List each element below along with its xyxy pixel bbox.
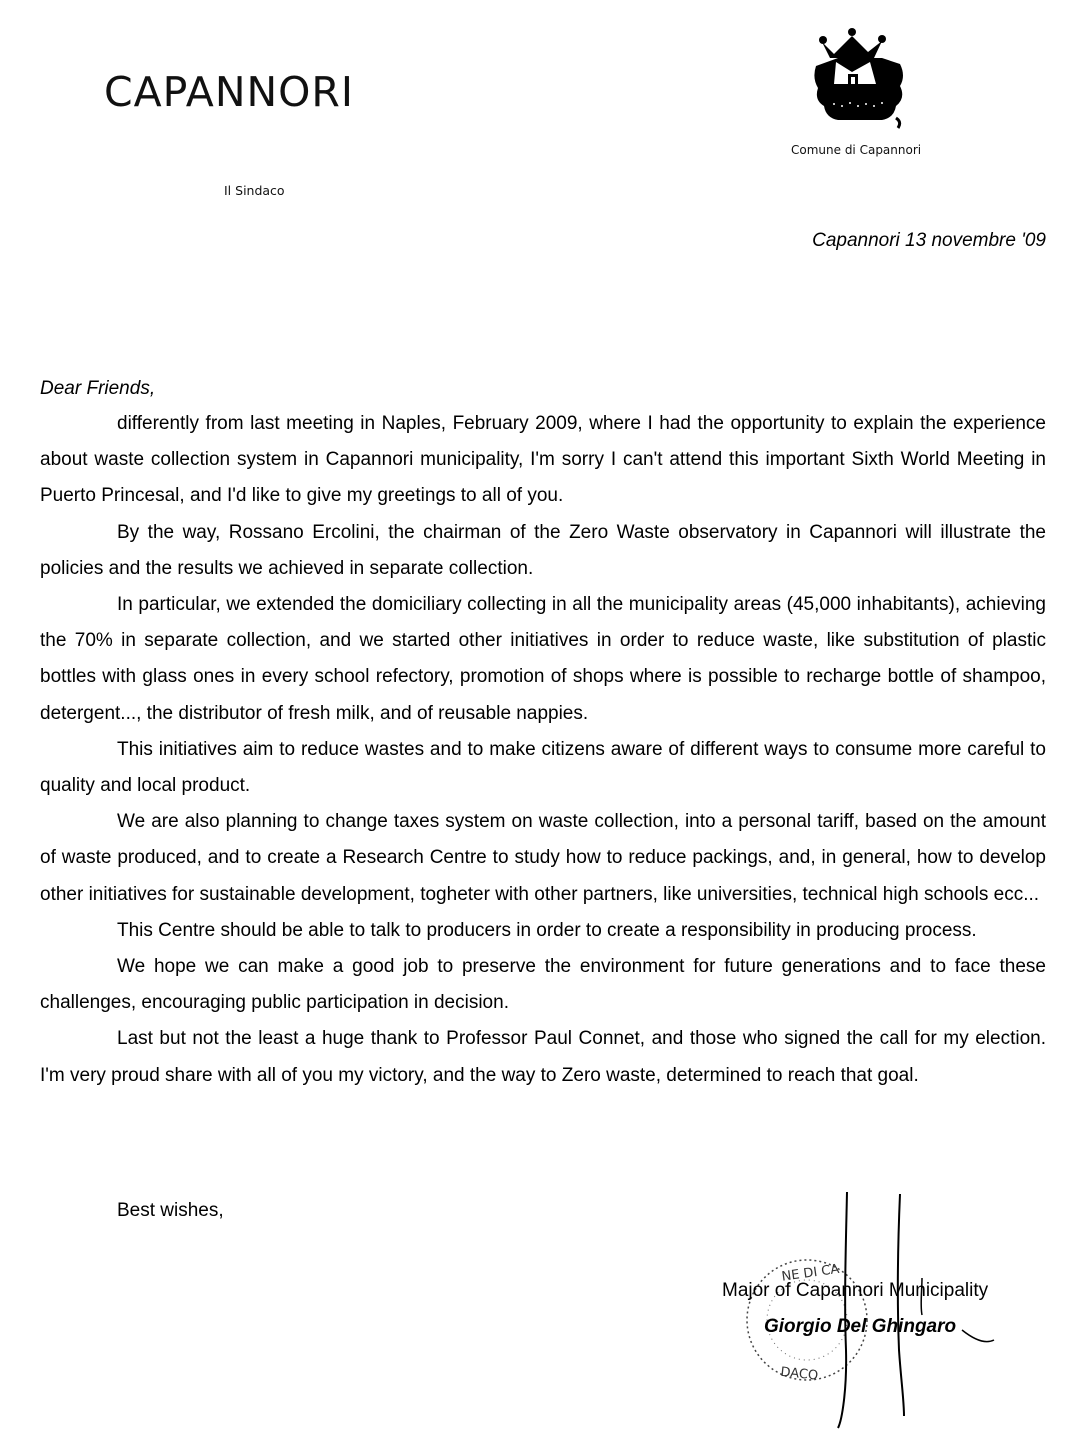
handwritten-signature-icon bbox=[722, 1180, 1052, 1440]
paragraph: We are also planning to change taxes system on waste collection, into a personal tariff, based on the amount of waste produced, and to create a Research Centre to study how to reduce packings, and, in general, how to develop other initiatives for sustainable development, togheter with other partners, like universities, technical high schools ecc... bbox=[40, 811, 1046, 905]
paragraph: Last but not the least a huge thank to Professor Paul Connet, and those who signed the call for my election. I'm very proud share with all of you my victory, and the way to Zero waste, determined to reach that goal. bbox=[40, 1028, 1046, 1086]
paragraph: In particular, we extended the domiciliary collecting in all the municipality areas (45,000 inhabitants), achieving the 70% in separate collection, and we started other initiatives in order to reduce waste, like substitution of plastic bottles with glass ones in every school refectory, promotion of shops where is possible to recharge bottle of shampoo, detergent..., the distributor of fresh milk, and of reusable nappies. bbox=[40, 594, 1046, 724]
svg-text:DACO: DACO bbox=[779, 1364, 819, 1384]
letterhead-title: CAPANNORI bbox=[104, 68, 355, 116]
signature-block bbox=[722, 1180, 1052, 1440]
crest-caption: Comune di Capannori bbox=[791, 143, 922, 157]
signatory-name: Giorgio Del Ghingaro bbox=[764, 1316, 957, 1337]
paragraph: differently from last meeting in Naples, February 2009, where I had the opportunity to explain the experience about waste collection system in Capannori municipality, I'm sorry I can't attend this important Sixth World Meeting in Puerto Princesal, and I'd like to give my greetings to all of you. bbox=[40, 413, 1046, 507]
salutation: Dear Friends, bbox=[40, 378, 156, 399]
signatory-title: Major of Capannori Municipality bbox=[722, 1280, 989, 1301]
paragraph: This Centre should be able to talk to producers in order to create a responsibility in producing process. bbox=[117, 919, 977, 941]
paragraph: This initiatives aim to reduce wastes and to make citizens aware of different ways to consume more careful to quality and local product. bbox=[40, 738, 1046, 797]
paragraph: We hope we can make a good job to preserve the environment for future generations and to face these challenges, encouraging public participation in decision. bbox=[40, 956, 1046, 1014]
letter-body bbox=[40, 406, 1046, 1094]
coat-of-arms-icon bbox=[812, 26, 908, 132]
closing: Best wishes, bbox=[117, 1200, 224, 1221]
letter-date: Capannori 13 novembre '09 bbox=[812, 230, 1046, 251]
letterhead-subtitle: Il Sindaco bbox=[224, 183, 285, 198]
paragraph: By the way, Rossano Ercolini, the chairman of the Zero Waste observatory in Capannori will illustrate the policies and the results we achieved in separate collection. bbox=[40, 521, 1046, 579]
svg-text:NE DI CA: NE DI CA bbox=[780, 1261, 841, 1285]
